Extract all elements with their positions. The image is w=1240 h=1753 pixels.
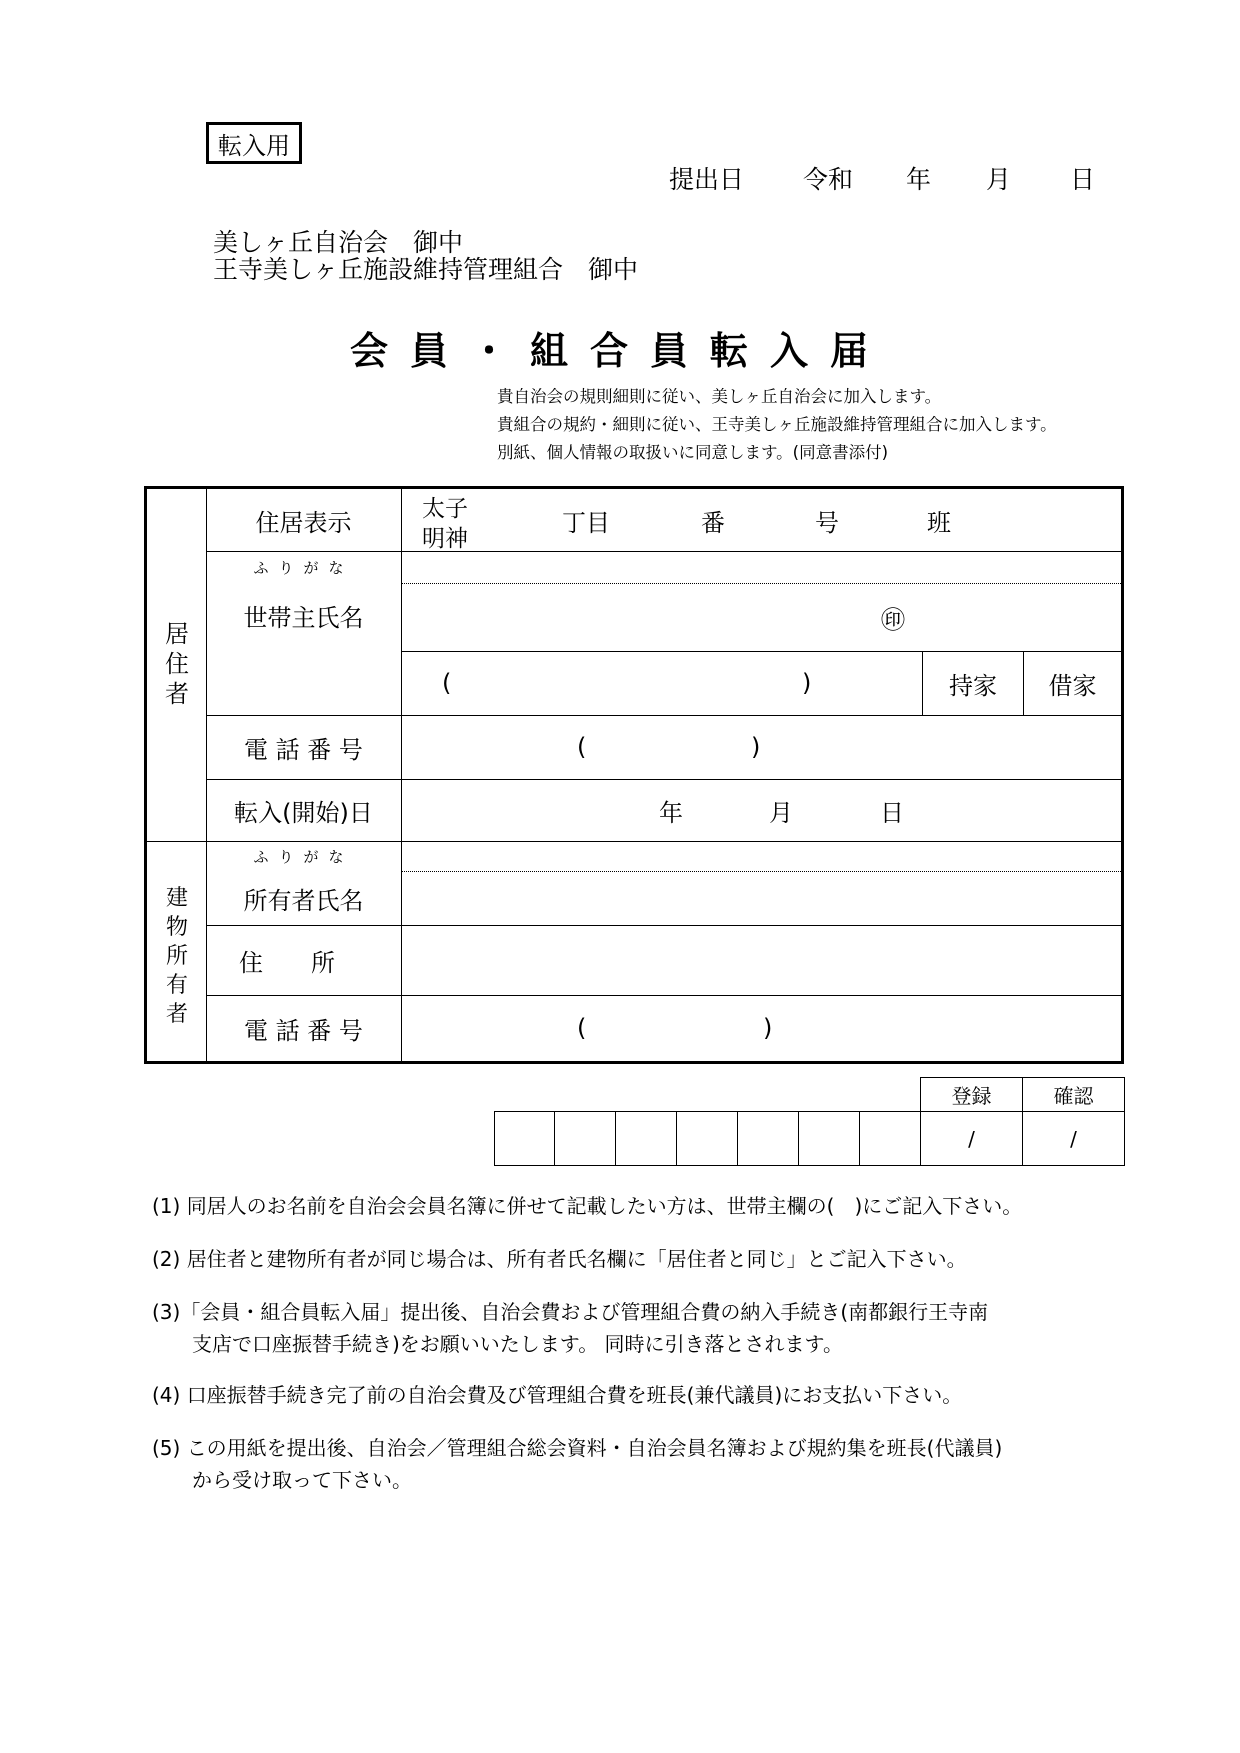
rented-house-option[interactable]: 借家 [1048,671,1097,700]
town-option-myojin[interactable]: 明神 [422,525,468,552]
household-head-label: 世帯主氏名 [243,603,364,632]
cohabitant-field[interactable] [402,651,922,715]
owner-section-label: 建 物 所 有 者 [165,886,188,1027]
confirm-slash-box[interactable]: / [1022,1111,1125,1166]
owner-name-field[interactable] [401,871,1121,925]
own-house-option[interactable]: 持家 [949,671,997,700]
owner-phone-paren-close: ) [763,1014,773,1042]
address-unit-chome: 丁目 [562,508,610,537]
declaration-3: 別紙、個人情報の取扱いに同意します。(同意書添付) [497,443,889,462]
address-unit-go: 号 [815,508,839,537]
owner-phone-label: 電 話 番 号 [244,1016,363,1045]
resident-section-label: 居 住 者 [165,620,189,708]
register-slash-box[interactable]: / [920,1111,1023,1166]
note-3: (3)「会員・組合員転入届」提出後、自治会費および管理組合費の納入手続き(南都銀行王寺南 [152,1300,989,1324]
form-title: 会員・組合員転入届 [349,329,890,373]
address-unit-ban: 番 [701,508,725,537]
town-option-taishi[interactable]: 太子 [422,495,468,522]
register-header: 登録 [920,1077,1023,1112]
year-label: 年 [906,165,932,194]
move-in-date-label: 転入(開始)日 [234,798,373,827]
resident-phone-paren-open: ( [577,733,587,761]
month-label: 月 [986,165,1012,194]
form-type-tag: 転入用 [206,122,302,164]
submission-date-label: 提出日 [669,165,745,194]
office-box-3[interactable] [615,1111,677,1166]
cohabitant-paren-open: ( [442,669,452,697]
addressee-1: 美しヶ丘自治会 御中 [213,228,464,257]
office-box-6[interactable] [798,1111,860,1166]
owner-furigana-label: ふりがな [253,847,354,866]
seal-mark: ㊞ [881,605,905,634]
declaration-1: 貴自治会の規則細則に従い、美しヶ丘自治会に加入します。 [497,387,942,406]
resident-furigana-label: ふりがな [253,558,354,577]
office-box-5[interactable] [737,1111,799,1166]
address-unit-han: 班 [927,508,951,537]
note-5-cont: から受け取って下さい。 [152,1468,412,1492]
note-5: (5) この用紙を提出後、自治会／管理組合総会資料・自治会員名簿および規約集を班長(代議員) [152,1436,1003,1460]
member-form-table [144,486,1124,1064]
resident-furigana-field[interactable] [401,551,1121,583]
move-in-day: 日 [880,798,904,827]
office-box-4[interactable] [676,1111,738,1166]
owner-phone-paren-open: ( [577,1014,587,1042]
era-label: 令和 [803,165,854,194]
owner-address-field[interactable] [401,925,1121,995]
move-in-month: 月 [769,798,793,827]
resident-phone-paren-close: ) [751,733,761,761]
cohabitant-paren-close: ) [802,669,812,697]
day-label: 日 [1070,165,1096,194]
note-3-cont: 支店で口座振替手続き)をお願いいたします。 同時に引き落とされます。 [152,1332,843,1356]
note-4: (4) 口座振替手続き完了前の自治会費及び管理組合費を班長(兼代議員)にお支払い下さい。 [152,1383,963,1407]
office-box-1[interactable] [494,1111,555,1166]
move-in-year: 年 [659,798,683,827]
owner-name-label: 所有者氏名 [243,886,364,915]
declaration-2: 貴組合の規約・細則に従い、王寺美しヶ丘施設維持管理組合に加入します。 [497,415,1057,434]
resident-phone-label: 電 話 番 号 [244,735,363,764]
note-2: (2) 居住者と建物所有者が同じ場合は、所有者氏名欄に「居住者と同じ」とご記入下さい。 [152,1247,967,1271]
owner-address-label: 住 所 [239,948,335,977]
office-box-2[interactable] [554,1111,616,1166]
note-1: (1) 同居人のお名前を自治会会員名簿に併せて記載したい方は、世帯主欄の( )にご記入下さい。 [152,1194,1023,1218]
owner-furigana-field[interactable] [401,841,1121,871]
address-label: 住居表示 [255,508,352,537]
addressee-2: 王寺美しヶ丘施設維持管理組合 御中 [213,255,639,284]
office-box-7[interactable] [859,1111,921,1166]
household-head-field[interactable] [401,583,1121,651]
confirm-header: 確認 [1022,1077,1125,1112]
